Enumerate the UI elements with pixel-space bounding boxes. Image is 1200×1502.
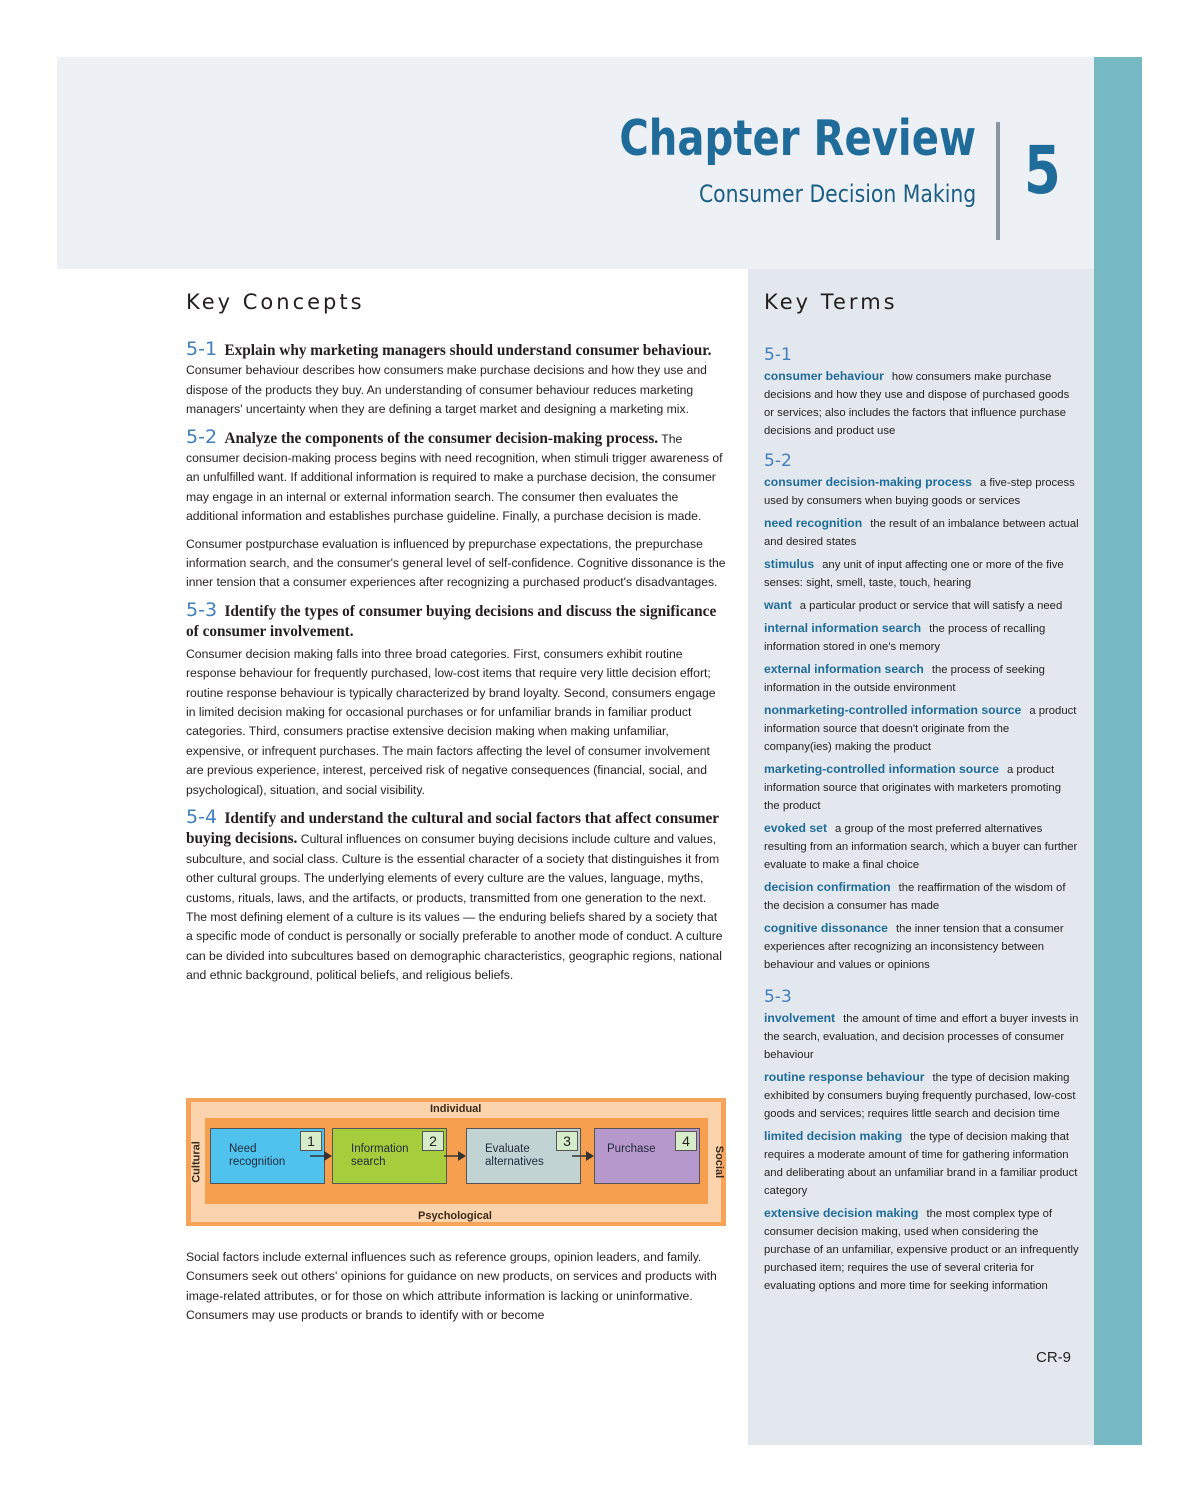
term-definition: the most complex type of consumer decision making, used when considering the purchase of an unfamiliar, expensive product or an infrequently purchased item; requires the use of several criteria for evaluating options and more time for seeking information — [764, 1208, 1079, 1292]
arrow-right-icon — [572, 1150, 594, 1162]
diagram-label-individual: Individual — [430, 1103, 482, 1115]
term-entry — [764, 819, 1079, 874]
step-line: alternatives — [485, 1156, 544, 1168]
term-name: consumer behaviour — [764, 369, 884, 383]
term-entry — [764, 367, 1079, 440]
concept-5-1 — [186, 340, 726, 420]
step-line: Information — [351, 1143, 409, 1155]
diagram-label-social: Social — [713, 1145, 725, 1179]
term-definition: how consumers make purchase decisions and how they use and dispose of purchased goods or services; also includes the factors that influence purchase decisions and product use — [764, 371, 1070, 437]
term-name: limited decision making — [764, 1129, 903, 1143]
step-line: Evaluate — [485, 1143, 530, 1155]
term-definition: the amount of time and effort a buyer invests in the search, evaluation, and decision processes of consumer behaviour — [764, 1013, 1079, 1061]
step-number: 3 — [556, 1131, 578, 1151]
step-line: recognition — [229, 1156, 286, 1168]
concept-heading: Explain why marketing managers should understand consumer behaviour. — [224, 342, 712, 359]
arrow-right-icon — [444, 1150, 466, 1162]
term-entry — [764, 701, 1079, 756]
term-definition: the process of seeking information in the outside environment — [764, 664, 1045, 694]
term-group-label: 5-3 — [764, 987, 792, 1007]
term-name: need recognition — [764, 516, 863, 530]
step-number: 2 — [422, 1131, 444, 1151]
chapter-subtitle: Consumer Decision Making — [698, 180, 976, 208]
term-definition: the type of decision making exhibited by consumers buying frequently purchased, low-cost goods and services; requires little search and decision time — [764, 1072, 1076, 1120]
key-terms-heading: Key Terms — [764, 290, 898, 314]
term-group-label: 5-2 — [764, 451, 792, 471]
term-name: internal information search — [764, 621, 922, 635]
term-entry — [764, 1009, 1079, 1064]
key-terms-column — [764, 340, 1079, 1299]
term-name: nonmarketing-controlled information source — [764, 703, 1022, 717]
term-entry — [764, 919, 1079, 974]
concept-paragraph: Consumer decision making falls into three broad categories. First, consumers exhibit routine response behaviour for frequently purchased, low-cost items that require very little decision effort; routine response behaviour is typically characterized by brand loyalty. Second, consumers engage in limited decision making for occasional purchases or for unfamiliar brands in familiar product categories. Third, consumers practise extensive decision making when making unfamiliar, expensive, or infrequent purchases. The main factors affecting the level of consumer involvement are previous experience, interest, perceived risk of negative consequences (financial, social, and psychological), situation, and social visibility. — [186, 646, 716, 797]
term-entry — [764, 473, 1079, 510]
chapter-number: 5 — [1024, 132, 1061, 209]
step-need-recognition — [210, 1128, 325, 1184]
term-definition: a product information source that doesn't originate from the company(ies) making the product — [764, 705, 1077, 753]
term-definition: a group of the most preferred alternatives resulting from an information search, which a buyer can further evaluate to make a final choice — [764, 823, 1078, 871]
term-name: involvement — [764, 1011, 836, 1025]
step-line: Purchase — [607, 1143, 656, 1155]
concept-number: 5-2 — [186, 425, 218, 448]
concept-5-3 — [186, 598, 726, 643]
term-name: decision confirmation — [764, 880, 891, 894]
concept-number: 5-3 — [186, 598, 218, 621]
term-group-label: 5-1 — [764, 345, 792, 365]
diagram-label-psychological: Psychological — [418, 1210, 492, 1222]
header-divider — [996, 122, 1000, 240]
concept-number: 5-1 — [186, 338, 218, 360]
concept-heading: Identify the types of consumer buying decisions and discuss the significance of consumer involvement. — [186, 602, 717, 641]
term-name: extensive decision making — [764, 1206, 919, 1220]
term-name: evoked set — [764, 821, 828, 835]
term-name: routine response behaviour — [764, 1070, 925, 1084]
term-definition: any unit of input affecting one or more of the five senses: sight, smell, taste, touch, hearing — [764, 559, 1064, 589]
term-definition: the result of an imbalance between actual and desired states — [764, 518, 1079, 548]
term-name: want — [764, 598, 792, 612]
concept-paragraph: Consumer postpurchase evaluation is influenced by prepurchase expectations, the prepurchase information search, and the consumer's general level of self-confidence. Cognitive dissonance is the inner tension that a consumer experiences after recognizing a purchased product's disadvantages. — [186, 536, 726, 590]
step-purchase — [594, 1128, 700, 1184]
step-number: 4 — [675, 1131, 697, 1151]
term-entry — [764, 1127, 1079, 1200]
step-information-search — [332, 1128, 447, 1184]
social-factors-paragraph: Social factors include external influences such as reference groups, opinion leaders, and family. Consumers seek out others' opinions for guidance on new products, on services and products with image-related attributes, or for those on which attribute information is lacking or uninformative. Consumers may use products or brands to identify with or become — [186, 1250, 717, 1323]
step-number: 1 — [300, 1131, 322, 1151]
term-definition: the inner tension that a consumer experiences after recognizing an inconsistency between behaviour and values or opinions — [764, 923, 1064, 971]
concept-5-4 — [186, 805, 726, 986]
step-line: Need — [229, 1143, 257, 1155]
term-entry — [764, 878, 1079, 915]
term-definition: a five-step process used by consumers when buying goods or services — [764, 477, 1075, 507]
term-definition: the reaffirmation of the wisdom of the decision a consumer has made — [764, 882, 1066, 912]
concept-number: 5-4 — [186, 805, 218, 828]
arrow-right-icon — [310, 1150, 332, 1162]
step-line: search — [351, 1156, 386, 1168]
concept-text: Cultural influences on consumer buying decisions include culture and values, subculture, and social class. Culture is the essential character of a society that distinguishes it from other cultural groups. The underlying elements of every culture are the values, language, myths, customs, rituals, laws, and the artifacts, or products, transmitted from one generation to the next. The most defining element of a culture is its values — the enduring beliefs shared by a society that a specific mode of conduct is personally or socially preferable to another mode of conduct. A culture can be divided into subcultures based on demographic characteristics, geographic regions, national and ethnic background, political beliefs, and religious beliefs. — [186, 832, 723, 983]
term-definition: a product information source that originates with marketers promoting the product — [764, 764, 1061, 812]
term-entry — [764, 760, 1079, 815]
key-concepts-column — [186, 340, 726, 994]
side-strip — [1094, 57, 1142, 1445]
key-concepts-heading: Key Concepts — [186, 290, 365, 314]
concept-text: The consumer decision-making process begins with need recognition, when stimuli trigger awareness of an unfulfilled want. If additional information is required to make a purchase decision, the consumer may engage in an internal or external information search. The consumer then evaluates the additional information and establishes purchase guideline. Finally, a purchase decision is made. — [186, 431, 723, 524]
concept-text: Consumer behaviour describes how consumers make purchase decisions and how they use and dispose of the products they buy. An understanding of consumer behaviour reduces marketing managers' uncertainty when they are defining a target market and designing a marketing mix. — [186, 363, 707, 417]
term-definition: the process of recalling information stored in one's memory — [764, 623, 1046, 653]
term-entry — [764, 619, 1079, 656]
decision-process-diagram — [186, 1098, 726, 1226]
term-name: cognitive dissonance — [764, 921, 888, 935]
concept-5-2 — [186, 425, 726, 527]
term-definition: the type of decision making that requires a moderate amount of time for gathering information and deliberating about an unfamiliar brand in a familiar product category — [764, 1131, 1078, 1197]
term-name: marketing-controlled information source — [764, 762, 999, 776]
term-entry — [764, 1068, 1079, 1123]
term-entry — [764, 555, 1079, 592]
chapter-title: Chapter Review — [619, 110, 976, 167]
term-entry — [764, 660, 1079, 697]
term-name: stimulus — [764, 557, 815, 571]
page-number: CR-9 — [1036, 1349, 1072, 1366]
term-name: consumer decision-making process — [764, 475, 972, 489]
term-definition: a particular product or service that will satisfy a need — [799, 600, 1063, 612]
concept-heading: Analyze the components of the consumer decision-making process. — [224, 429, 659, 447]
diagram-label-cultural: Cultural — [190, 1141, 203, 1183]
term-entry — [764, 1204, 1079, 1295]
term-entry — [764, 596, 1079, 615]
step-evaluate-alternatives — [466, 1128, 581, 1184]
concept-heading: Identify and understand the cultural and social factors that affect consumer buying decisions. — [186, 809, 719, 848]
term-entry — [764, 514, 1079, 551]
term-name: external information search — [764, 662, 924, 676]
